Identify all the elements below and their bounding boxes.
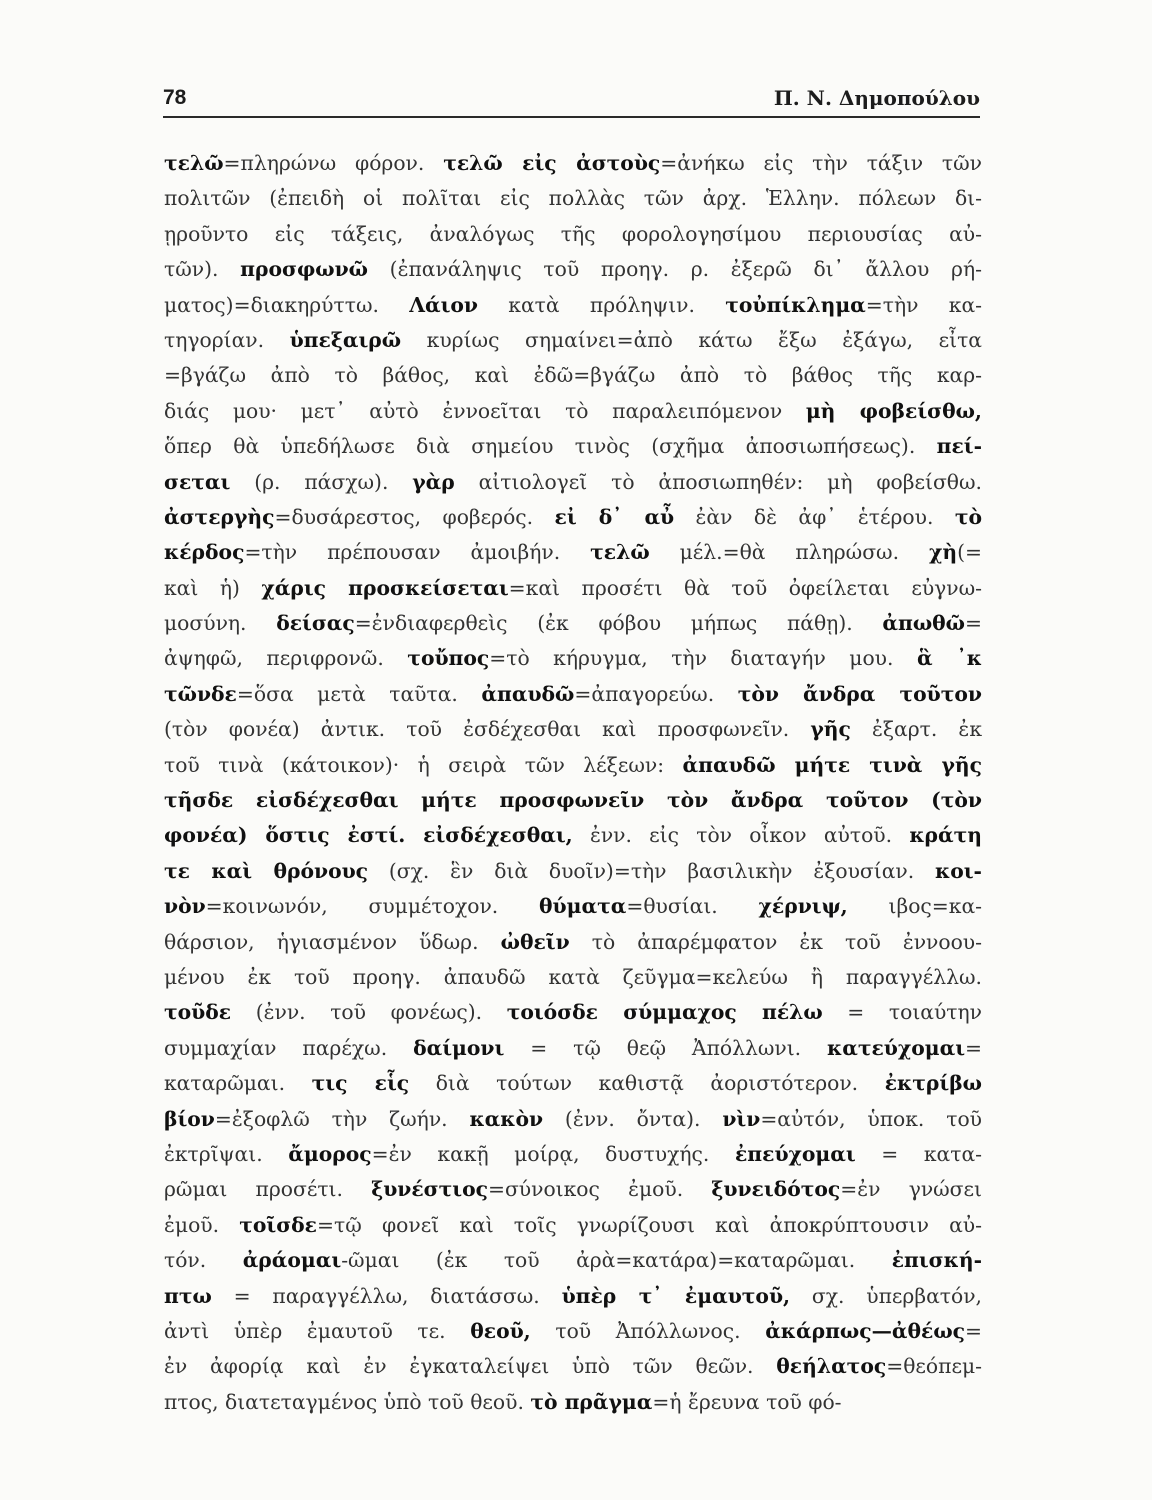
lemma-term: θεήλατος (776, 1354, 887, 1379)
text-line (164, 146, 982, 181)
gloss-text: ἐκτρῖψαι. (164, 1141, 289, 1166)
gloss-text: ἐμοῦ. (164, 1212, 240, 1237)
lemma-term: ξυνειδότος (711, 1177, 841, 1202)
gloss-text: τηγορίαν. (164, 327, 290, 352)
lemma-term: γὰρ (412, 469, 455, 494)
text-line (164, 925, 982, 960)
text-line (164, 535, 982, 570)
gloss-text: = (965, 1318, 982, 1343)
gloss-text: =θυσίαι. (626, 894, 759, 919)
lemma-term: ἀπαυδῶ (481, 681, 575, 706)
lemma-term: τὸν ἄνδρα τοῦτον (737, 681, 982, 706)
gloss-text: =τὴν κα- (865, 292, 982, 317)
gloss-text: αἰτιολογεῖ τὸ ἀποσιωπηθέν: μὴ φοβείσθω. (454, 469, 982, 494)
lemma-term: κράτη (909, 823, 983, 848)
lemma-term: τὸ πρᾶγμα (530, 1389, 653, 1414)
lemma-term: κοι- (935, 858, 982, 883)
gloss-text: (ἐνν. τοῦ φονέως). (231, 1000, 507, 1025)
lemma-term: κακὸν (469, 1106, 544, 1131)
text-line (164, 429, 982, 464)
gloss-text: συμμαχίαν παρέχω. (164, 1035, 414, 1060)
lemma-term: Λάιον (409, 292, 478, 317)
gloss-text: =ἐν κακῇ μοίρᾳ, δυστυχής. (371, 1141, 735, 1166)
text-line (164, 288, 982, 323)
lemma-term: βίον (164, 1106, 215, 1131)
gloss-text: (ρ. πάσχω). (230, 469, 413, 494)
gloss-text: ἐνν. εἰς τὸν οἶκον αὐτοῦ. (572, 823, 910, 848)
gloss-text: τοῦ Ἀπόλλωνος. (530, 1318, 766, 1343)
gloss-text: ἐν ἀφορίᾳ καὶ ἐν ἐγκαταλείψει ὑπὸ τῶν θεῶν. (164, 1354, 777, 1379)
text-line (164, 1349, 982, 1384)
text-line (164, 854, 982, 889)
gloss-text: τόν. (164, 1248, 243, 1273)
gloss-text: μένου ἐκ τοῦ προηγ. ἀπαυδῶ κατὰ ζεῦγμα=κελεύω ἢ παραγγέλλω. (164, 964, 982, 989)
text-line (164, 217, 982, 252)
gloss-text: (ἐνν. ὄντα). (543, 1106, 723, 1131)
lemma-term: χέρνιψ, (758, 894, 848, 919)
lemma-term: ἀράομαι (242, 1248, 342, 1273)
gloss-text: =τῷ φονεῖ καὶ τοῖς γνωρίζουσι καὶ ἀποκρύπτουσιν αὐ- (317, 1212, 982, 1237)
gloss-text: μοσύνη. (164, 611, 277, 636)
lemma-term: ἀκάρπως—ἀθέως (765, 1318, 965, 1343)
gloss-text: =ἐν γνώσει (840, 1177, 982, 1202)
lemma-term: τῆσδε εἰσδέχεσθαι μήτε προσφωνεῖν τὸν ἄνδρα τοῦτον (τὸν (164, 788, 982, 813)
gloss-text: ἀψηφῶ, περιφρονῶ. (164, 646, 408, 671)
gloss-text: = τοιαύτην (822, 1000, 982, 1025)
gloss-text: καταρῶμαι. (164, 1071, 312, 1096)
gloss-text: ἐὰν δὲ ἀφ᾽ ἑτέρου. (674, 504, 955, 529)
gloss-text: καὶ ἡ) (164, 575, 262, 600)
text-line (164, 500, 982, 535)
lemma-term: πτω (164, 1283, 212, 1308)
gloss-text: =ἀπαγορεύω. (574, 681, 738, 706)
gloss-text: =ἀνήκω εἰς τὴν τάξιν τῶν (660, 151, 982, 175)
text-line (164, 1208, 982, 1243)
gloss-text: πολιτῶν (ἐπειδὴ οἱ πολῖται εἰς πολλὰς τῶν ἀρχ. Ἑλλην. πόλεων δι- (164, 186, 982, 211)
text-line (164, 1137, 982, 1172)
lemma-term: ὑπὲρ τ᾽ ἐμαυτοῦ, (561, 1283, 791, 1308)
lemma-term: τοῖσδε (239, 1212, 318, 1237)
gloss-text: = (964, 611, 982, 636)
lemma-term: τῶνδε (164, 681, 237, 706)
text-line (164, 571, 982, 606)
gloss-text: = (965, 1035, 983, 1060)
lemma-term: ἀστεργὴς (164, 504, 275, 529)
lemma-term: προσφωνῶ (240, 257, 368, 282)
text-line (164, 960, 982, 995)
lemma-term: τε καὶ θρόνους (164, 858, 369, 883)
gloss-text: θάρσιον, ἡγιασμένον ὕδωρ. (164, 929, 501, 954)
gloss-text: ιβος=κα- (847, 894, 982, 919)
commentary-text (164, 146, 982, 1420)
gloss-text: =τὸ κήρυγμα, τὴν διαταγήν μου. (489, 646, 917, 671)
text-line (164, 748, 982, 783)
lemma-term: τοὔπος (407, 646, 490, 671)
lemma-term: σεται (164, 469, 231, 494)
lemma-term: ἃ ᾽κ (916, 646, 982, 671)
lemma-term: ξυνέστιος (371, 1177, 488, 1202)
gloss-text: (= (957, 540, 982, 565)
lemma-term: κατεύχομαι (827, 1035, 966, 1060)
text-line (164, 1314, 982, 1349)
lemma-term: τελῶ (590, 540, 650, 565)
lemma-term: ἀπαυδῶ μήτε τινὰ γῆς (682, 752, 982, 777)
gloss-text: (ἐπανάληψις τοῦ προηγ. ρ. ἐξερῶ δι᾽ ἄλλου ρή- (367, 257, 982, 282)
gloss-text: =δυσάρεστος, φοβερός. (274, 504, 555, 529)
text-line (164, 394, 982, 429)
gloss-text: τὸ ἀπαρέμφατον ἐκ τοῦ ἐννοου- (569, 929, 982, 954)
lemma-term: γῆς (810, 717, 851, 742)
text-line (164, 1385, 982, 1420)
gloss-text: =ὅσα μετὰ ταῦτα. (236, 681, 482, 706)
page-header (163, 84, 980, 118)
gloss-text: =τὴν πρέπουσαν ἀμοιβήν. (244, 540, 591, 565)
gloss-text: (τὸν φονέα) ἀντικ. τοῦ ἐσδέχεσθαι καὶ προσφωνεῖν. (164, 717, 811, 742)
text-line (164, 1102, 982, 1137)
lemma-term: ἄμορος (288, 1141, 372, 1166)
gloss-text: =ἐνδιαφερθεὶς (ἐκ φόβου μήπως πάθῃ). (354, 611, 883, 636)
gloss-text: ματος)=διακηρύττω. (164, 292, 410, 317)
gloss-text: =καὶ προσέτι θὰ τοῦ ὀφείλεται εὐγνω- (508, 575, 983, 600)
gloss-text: =αὐτόν, ὑποκ. τοῦ (760, 1106, 982, 1131)
lemma-term: ἐπισκή- (891, 1248, 982, 1273)
gloss-text: ἐξαρτ. ἐκ (850, 717, 982, 742)
lemma-term: θύματα (539, 894, 627, 919)
text-line (164, 181, 982, 216)
gloss-text: =κοινωνόν, συμμέτοχον. (205, 894, 540, 919)
lemma-term: τοῦδε (164, 1000, 232, 1025)
gloss-text: =βγάζω ἀπὸ τὸ βάθος, καὶ ἐδῶ=βγάζω ἀπὸ τὸ βάθος τῆς καρ- (164, 363, 982, 388)
gloss-text: διάς μου· μετ᾽ αὐτὸ ἐννοεῖται τὸ παραλειπόμενον (164, 398, 806, 423)
gloss-text: κατὰ πρόληψιν. (478, 292, 726, 317)
lemma-term: ἀπωθῶ (882, 611, 965, 636)
text-line (164, 252, 982, 287)
gloss-text: =θεόπεμ- (886, 1354, 982, 1379)
gloss-text: =ἐξοφλῶ τὴν ζωήν. (214, 1106, 470, 1131)
lemma-term: τις εἷς (311, 1071, 410, 1096)
text-line (164, 641, 982, 676)
lemma-term: εἰ δ᾽ αὖ (554, 504, 675, 529)
gloss-text: κυρίως σημαίνει=ἀπὸ κάτω ἔξω ἐξάγω, εἶτα (401, 327, 982, 352)
lemma-term: τοὐπίκλημα (725, 292, 866, 317)
lemma-term: δείσας (276, 611, 355, 636)
gloss-text: τοῦ τινὰ (κάτοικον)· ἡ σειρὰ τῶν λέξεων: (164, 752, 683, 777)
gloss-text: ρῶμαι προσέτι. (164, 1177, 372, 1202)
gloss-text: πτος, διατεταγμένος ὑπὸ τοῦ θεοῦ. (164, 1389, 531, 1414)
gloss-text: ῃροῦντο εἰς τάξεις, ἀναλόγως τῆς φορολογησίμου περιουσίας αὐ- (164, 221, 982, 246)
lemma-term: ὠθεῖν (500, 929, 570, 954)
text-line (164, 1066, 982, 1101)
gloss-text: σχ. ὑπερβατόν, (790, 1283, 982, 1308)
lemma-term: χάρις προσκείσεται (261, 575, 509, 600)
lemma-term: φονέα) ὅστις ἐστί. εἰσδέχεσθαι, (164, 823, 573, 848)
gloss-text: = παραγγέλλω, διατάσσω. (211, 1283, 562, 1308)
text-line (164, 358, 982, 393)
text-line (164, 783, 982, 818)
gloss-text: μέλ.=θὰ πληρώσω. (649, 540, 929, 565)
gloss-text: =σύνοικος ἐμοῦ. (487, 1177, 712, 1202)
text-line (164, 677, 982, 712)
lemma-term: δαίμονι (413, 1035, 505, 1060)
gloss-text: ἀντὶ ὑπὲρ ἐμαυτοῦ τε. (164, 1318, 471, 1343)
lemma-term: χὴ (929, 540, 958, 565)
lemma-term: ἐκτρίβω (884, 1071, 982, 1096)
text-line (164, 995, 982, 1030)
text-line (164, 323, 982, 358)
gloss-text: -ῶμαι (ἐκ τοῦ ἀρὰ=κατάρα)=καταρῶμαι. (341, 1248, 892, 1273)
lemma-term: τὸ (954, 504, 983, 529)
lemma-term: τελῶ (164, 151, 224, 175)
text-line (164, 606, 982, 641)
gloss-text: =ἡ ἔρευνα τοῦ φό- (652, 1389, 842, 1414)
page-number: 78 (163, 86, 187, 109)
gloss-text: = κατα- (855, 1141, 983, 1166)
text-line (164, 889, 982, 924)
lemma-term: νὸν (164, 894, 206, 919)
lemma-term: ὑπεξαιρῶ (289, 327, 402, 352)
lemma-term: ἐπεύχομαι (734, 1141, 856, 1166)
text-line (164, 1279, 982, 1314)
gloss-text: διὰ τούτων καθιστᾷ ἀοριστότερον. (409, 1071, 885, 1096)
lemma-term: κέρδος (164, 540, 245, 565)
lemma-term: μὴ φοβείσθω, (805, 398, 982, 423)
text-line (164, 1031, 982, 1066)
lemma-term: νὶν (722, 1106, 761, 1131)
lemma-term: πεί- (936, 434, 982, 459)
gloss-text: = τῷ θεῷ Ἀπόλλωνι. (504, 1035, 828, 1060)
running-head: Π. Ν. Δημοπούλου (773, 86, 980, 110)
text-line (164, 712, 982, 747)
lemma-term: τοιόσδε σύμμαχος πέλω (506, 1000, 823, 1025)
lemma-term: θεοῦ, (470, 1318, 531, 1343)
gloss-text: (σχ. ἓν διὰ δυοῖν)=τὴν βασιλικὴν ἐξουσίαν. (368, 858, 936, 883)
lemma-term: τελῶ εἰς ἀστοὺς (443, 151, 661, 175)
gloss-text: τῶν). (164, 257, 241, 282)
text-line (164, 818, 982, 853)
text-line (164, 1243, 982, 1278)
text-line (164, 465, 982, 500)
gloss-text: =πληρώνω φόρον. (223, 151, 444, 175)
text-line (164, 1172, 982, 1207)
gloss-text: ὅπερ θὰ ὑπεδήλωσε διὰ σημείου τινὸς (σχῆμα ἀποσιωπήσεως). (164, 434, 937, 459)
